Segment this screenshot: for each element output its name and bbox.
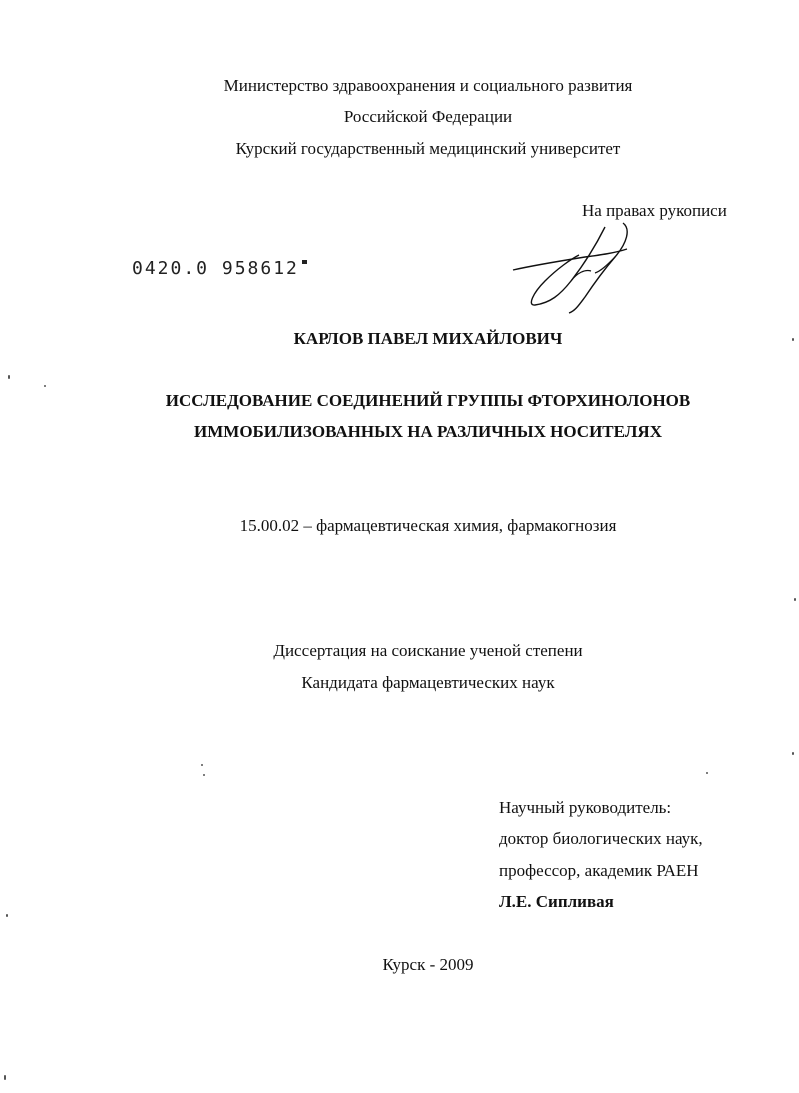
author-name: КАРЛОВ ПАВЕЛ МИХАЙЛОВИЧ [293, 329, 563, 348]
ministry-line-1: Министерство здравоохранения и социального развития [223, 76, 633, 95]
scan-speck [44, 385, 46, 387]
scan-speck [794, 598, 796, 601]
manuscript-note: На правах рукописи [582, 201, 727, 220]
stamp-text: 0420.0 958612 [132, 258, 299, 279]
scan-speck [203, 774, 205, 776]
scan-speck [6, 914, 8, 917]
degree-line-2: Кандидата фармацевтических наук [301, 673, 555, 692]
supervisor-degree: доктор биологических наук, [499, 829, 703, 848]
scan-speck [8, 375, 10, 379]
scan-speck [201, 764, 203, 766]
scan-speck [792, 338, 794, 341]
supervisor-label: Научный руководитель: [499, 798, 672, 817]
archive-stamp-number [132, 258, 307, 279]
scan-speck [4, 1075, 6, 1080]
stamp-dot [302, 260, 307, 264]
scan-speck [792, 752, 794, 755]
scan-speck [706, 772, 708, 774]
title-line-1: ИССЛЕДОВАНИЕ СОЕДИНЕНИЙ ГРУППЫ ФТОРХИНОЛОНОВ [165, 391, 691, 410]
degree-line-1: Диссертация на соискание ученой степени [273, 641, 583, 660]
ministry-line-2: Российской Федерации [343, 107, 513, 126]
supervisor-name: Л.Е. Сипливая [499, 892, 614, 911]
title-line-2: ИММОБИЛИЗОВАННЫХ НА РАЗЛИЧНЫХ НОСИТЕЛЯХ [194, 422, 662, 441]
university-name: Курский государственный медицинский университет [235, 139, 621, 158]
city-year: Курск - 2009 [382, 955, 474, 974]
supervisor-position: профессор, академик РАЕН [499, 861, 699, 880]
specialty-code: 15.00.02 – фармацевтическая химия, фармакогнозия [239, 516, 617, 535]
signature-image [505, 215, 645, 315]
